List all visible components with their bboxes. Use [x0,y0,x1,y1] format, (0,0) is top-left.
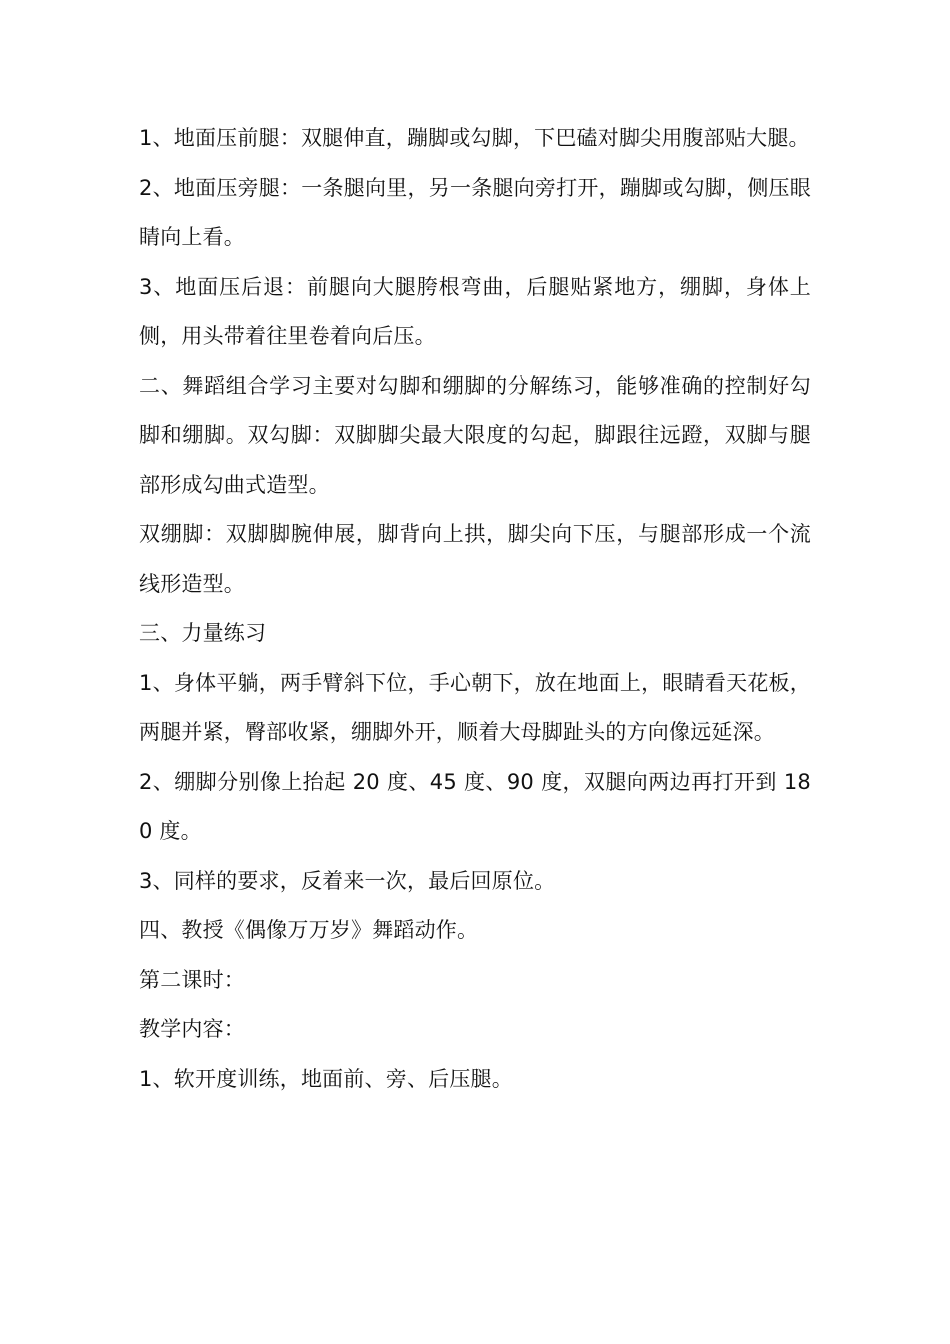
heading-teaching-content: 教学内容： [139,1017,245,1041]
paragraph-double-point-foot: 双绷脚：双脚脚腕伸展，脚背向上拱，脚尖向下压，与腿部形成一个流线形造型。 [139,522,811,596]
paragraph-leg-raise-angles: 2、绷脚分别像上抬起 20 度、45 度、90 度，双腿向两边再打开到 180 度。 [139,769,811,843]
paragraph-lie-flat: 1、身体平躺，两手臂斜下位，手心朝下，放在地面上，眼睛看天花板，两腿并紧，臀部收紧，绷脚外开，顺着大母脚趾头的方向像远延深。 [139,670,811,744]
paragraph-front-leg-press: 1、地面压前腿：双腿伸直，蹦脚或勾脚，下巴磕对脚尖用腹部贴大腿。 [139,126,810,150]
paragraph-side-leg-press: 2、地面压旁腿：一条腿向里，另一条腿向旁打开，蹦脚或勾脚，侧压眼睛向上看。 [139,175,811,249]
document-body [139,114,811,1104]
heading-teach-dance: 四、教授《偶像万万岁》舞蹈动作。 [139,918,479,942]
heading-second-lesson: 第二课时： [139,967,245,992]
paragraph-flexibility-training: 1、软开度训练，地面前、旁、后压腿。 [139,1066,513,1091]
paragraph-dance-combination: 二、舞蹈组合学习主要对勾脚和绷脚的分解练习，能够准确的控制好勾脚和绷脚。双勾脚：双脚脚尖最大限度的勾起，脚跟往远蹬，双脚与腿部形成勾曲式造型。 [139,373,811,497]
paragraph-repeat-reverse: 3、同样的要求，反着来一次，最后回原位。 [139,868,556,893]
heading-strength-practice: 三、力量练习 [139,621,267,645]
paragraph-back-leg-press: 3、地面压后退：前腿向大腿胯根弯曲，后腿贴紧地方，绷脚，身体上侧，用头带着往里卷着向后压。 [139,274,811,348]
